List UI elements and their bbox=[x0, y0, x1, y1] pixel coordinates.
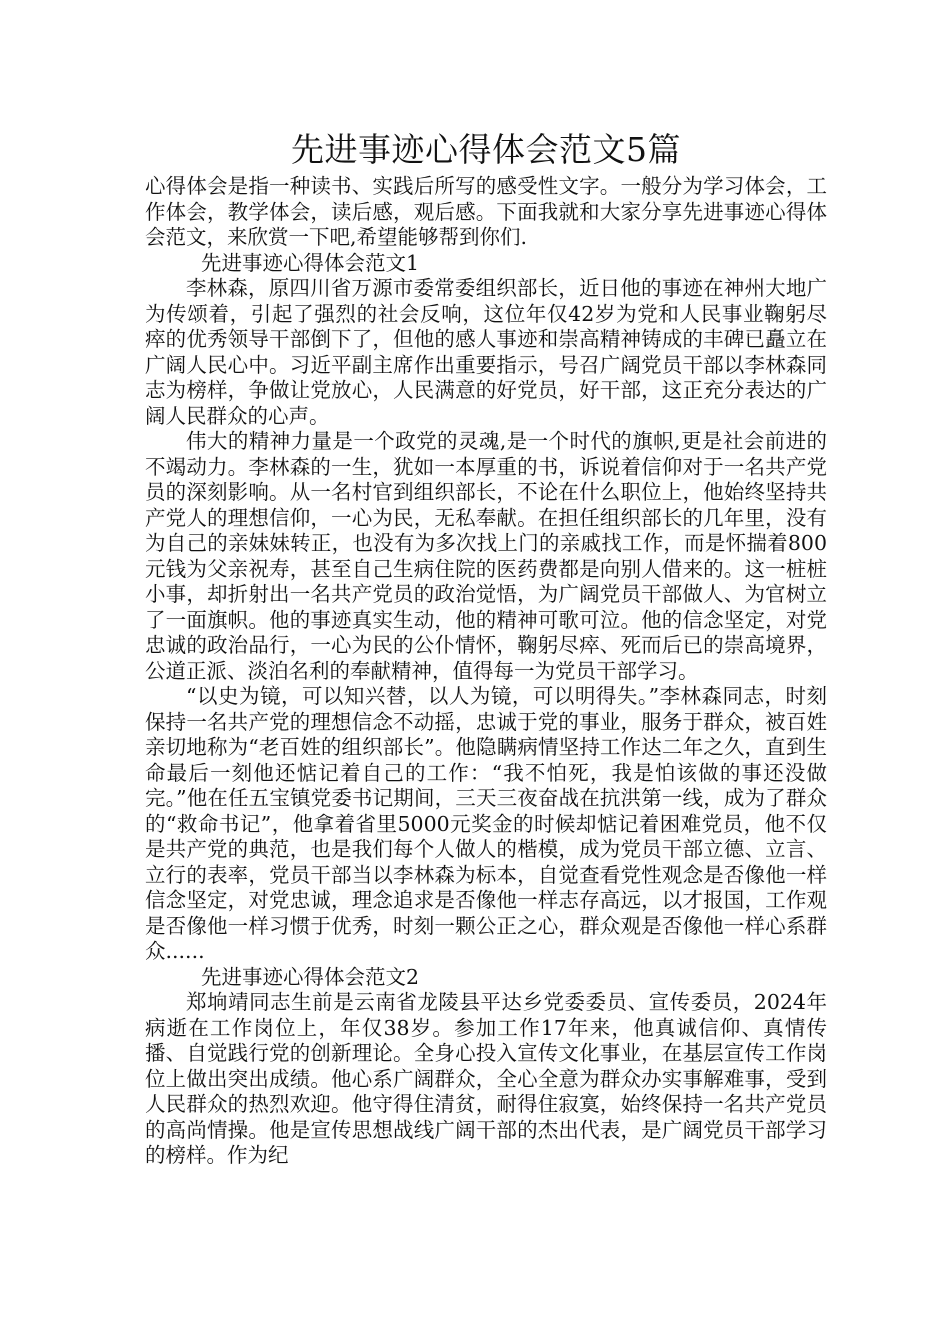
section-2-heading: 先进事迹心得体会范文2 bbox=[201, 964, 420, 989]
section-1-paragraph-2: 伟大的精神力量是一个政党的灵魂,是一个时代的旗帜,更是社会前进的不竭动力。李林森的一生，犹如一本厚重的书，诉说着信仰对于一名共产党员的深刻影响。从一名村官到组织部长，不论在什么职位上，他始终坚持共产党人的理想信仰，一心为民，无私奉献。在担任组织部长的几年里，没有为自己的亲妹妹转正，也没有为多次找上门的亲戚找工作，而是怀揣着800元钱为父亲祝寿，甚至自己生病住院的医药费都是向别人借来的。这一桩桩小事，却折射出一名共产党员的政治觉悟，为广阔党员干部做人、为官树立了一面旗帜。他的事迹真实生动，他的精神可歌可泣。他的信念坚定，对党忠诚的政治品行，一心为民的公仆情怀，鞠躬尽瘁、死而后已的崇高境界，公道正派、淡泊名利的奉献精神，值得每一为党员干部学习。 bbox=[145, 429, 827, 683]
intro-paragraph: 心得体会是指一种读书、实践后所写的感受性文字。一般分为学习体会，工作体会，教学体会，读后感，观后感。下面我就和大家分享先进事迹心得体会范文，来欣赏一下吧,希望能够帮到你们. bbox=[145, 174, 827, 249]
document-page bbox=[145, 128, 827, 1169]
section-1-heading: 先进事迹心得体会范文1 bbox=[201, 250, 420, 275]
section-2-paragraph-1: 郑垧靖同志生前是云南省龙陵县平达乡党委委员、宣传委员，2024年病逝在工作岗位上，年仅38岁。参加工作17年来，他真诚信仰、真情传播、自觉践行党的创新理论。全身心投入宣传文化事业，在基层宣传工作岗位上做出突出成绩。他心系广阔群众，全心全意为群众办实事解难事，受到人民群众的热烈欢迎。他守得住清贫，耐得住寂寞，始终保持一名共产党员的高尚情操。他是宣传思想战线广阔干部的杰出代表，是广阔党员干部学习的榜样。作为纪 bbox=[145, 990, 827, 1167]
document-title: 先进事迹心得体会范文5篇 bbox=[291, 130, 681, 169]
section-1-paragraph-1: 李林森，原四川省万源市委常委组织部长，近日他的事迹在神州大地广为传颂着，引起了强烈的社会反响，这位年仅42岁为党和人民事业鞠躬尽瘁的优秀领导干部倒下了，但他的感人事迹和崇高精神铸成的丰碑已矗立在广阔人民心中。习近平副主席作出重要指示，号召广阔党员干部以李林森同志为榜样，争做让党放心，人民满意的好党员，好干部，这正充分表达的广阔人民群众的心声。 bbox=[145, 276, 827, 428]
section-1-paragraph-3: “以史为镜，可以知兴替，以人为镜，可以明得失。”李林森同志，时刻保持一名共产党的理想信念不动摇，忠诚于党的事业，服务于群众，被百姓亲切地称为“老百姓的组织部长”。他隐瞒病情坚持工作达二年之久，直到生命最后一刻他还惦记着自己的工作：“我不怕死，我是怕该做的事还没做完。”他在任五宝镇党委书记期间，三天三夜奋战在抗洪第一线，成为了群众的“救命书记”，他拿着省里5000元奖金的时候却惦记着困难党员，他不仅是共产党的典范，也是我们每个人做人的楷模，成为党员干部立德、立言、立行的表率，党员干部当以李林森为标本，自觉查看党性观念是否像他一样信念坚定，对党忠诚，理念追求是否像他一样志存高远，以才报国，工作观是否像他一样习惯于优秀，时刻一颗公正之心，群众观是否像他一样心系群众...... bbox=[145, 684, 827, 963]
